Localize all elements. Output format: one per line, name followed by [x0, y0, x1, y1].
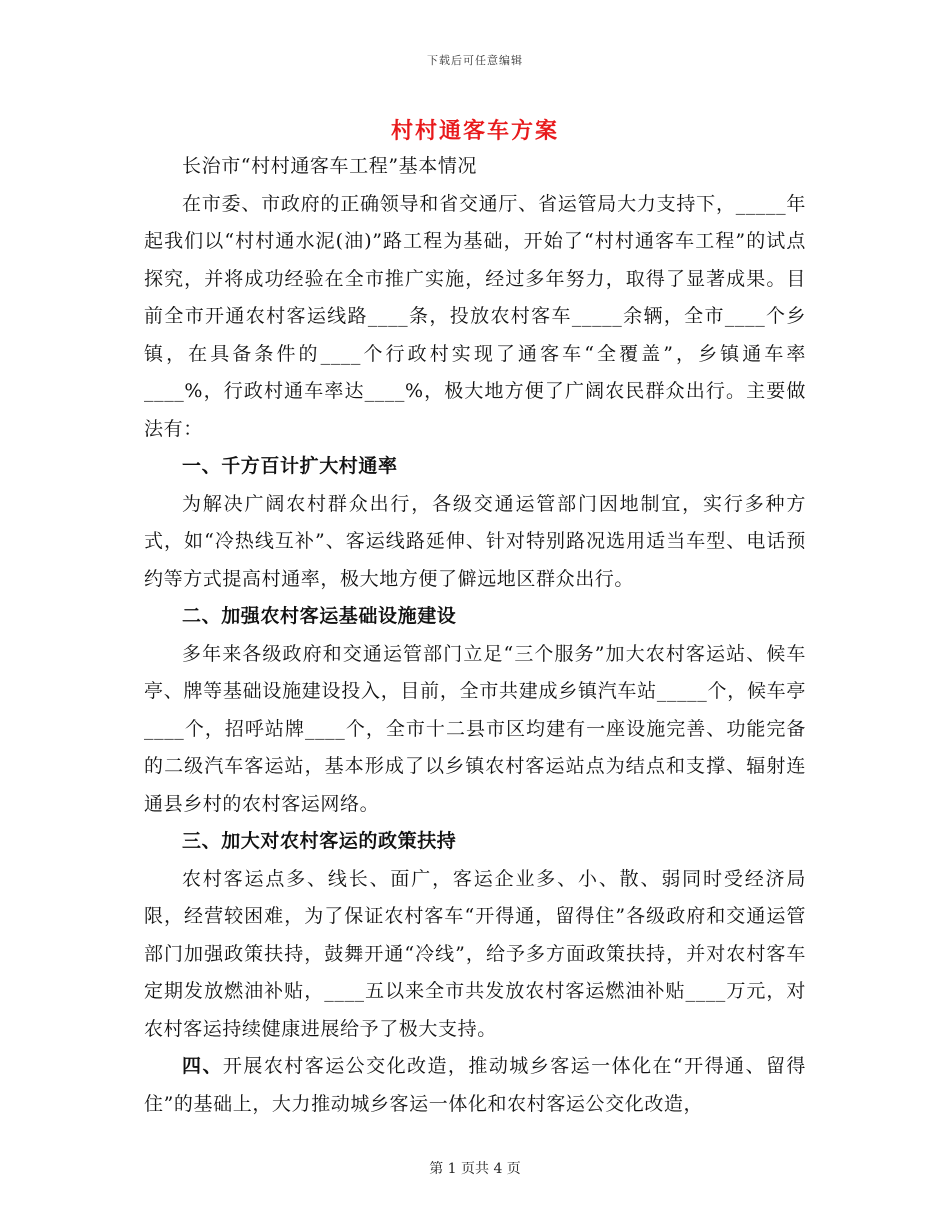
section-heading-3: 三、加大对农村客运的政策扶持 — [182, 830, 457, 852]
document-title: 村村通客车方案 — [390, 118, 559, 144]
section-heading-2: 二、加强农村客运基础设施建设 — [182, 605, 457, 627]
paragraph-subtitle: 长治市“村村通客车工程”基本情况 — [182, 155, 478, 177]
paragraph-intro: 在市委、市政府的正确领导和省交通厅、省运管局大力支持下，_____年起我们以“村村通水泥(油)”路工程为基础，开始了“村村通客车工程”的试点探究，并将成功经验在全市推广实施，经过多年努力，取得了显著成果。目前全市开通农村客运线路____条，投放农村客车_____余辆，全市____个乡镇，在具备条件的____个行政村实现了通客车“全覆盖”，乡镇通车率____%，行政村通车率达____%，极大地方便了广阔农民群众出行。主要做法有： — [144, 192, 806, 440]
paragraph-section-2: 多年来各级政府和交通运管部门立足“三个服务”加大农村客运站、候车亭、牌等基础设施建设投入，目前，全市共建成乡镇汽车站_____个，候车亭____个，招呼站牌____个，全市十二县市区均建有一座设施完善、功能完备的二级汽车客运站，基本形成了以乡镇农村客运站点为结点和支撑、辐射连通县乡村的农村客运网络。 — [144, 642, 806, 815]
paragraph-section-1: 为解决广阔农村群众出行，各级交通运管部门因地制宜，实行多种方式，如“冷热线互补”、客运线路延伸、针对特别路况选用适当车型、电话预约等方式提高村通率，极大地方便了僻远地区群众出行。 — [144, 492, 806, 590]
section-4-lead: 四、 — [182, 1055, 223, 1077]
page-header: 下载后可任意编辑 — [427, 54, 523, 67]
page-footer: 第 1 页共 4 页 — [429, 1161, 521, 1177]
paragraph-section-4 — [144, 1048, 806, 1123]
paragraph-section-3: 农村客运点多、线长、面广，客运企业多、小、散、弱同时受经济局限，经营较困难，为了保证农村客车“开得通，留得住”各级政府和交通运管部门加强政策扶持，鼓舞开通“冷线”，给予多方面政策扶持，并对农村客车定期发放燃油补贴，____五以来全市共发放农村客运燃油补贴____万元，对农村客运持续健康进展给予了极大支持。 — [144, 867, 806, 1040]
section-4-text: 开展农村客运公交化改造，推动城乡客运一体化在“开得通、留得住”的基础上，大力推动城乡客运一体化和农村客运公交化改造， — [144, 1055, 806, 1115]
section-heading-1: 一、千方百计扩大村通率 — [182, 455, 398, 477]
document-body — [144, 148, 806, 1123]
